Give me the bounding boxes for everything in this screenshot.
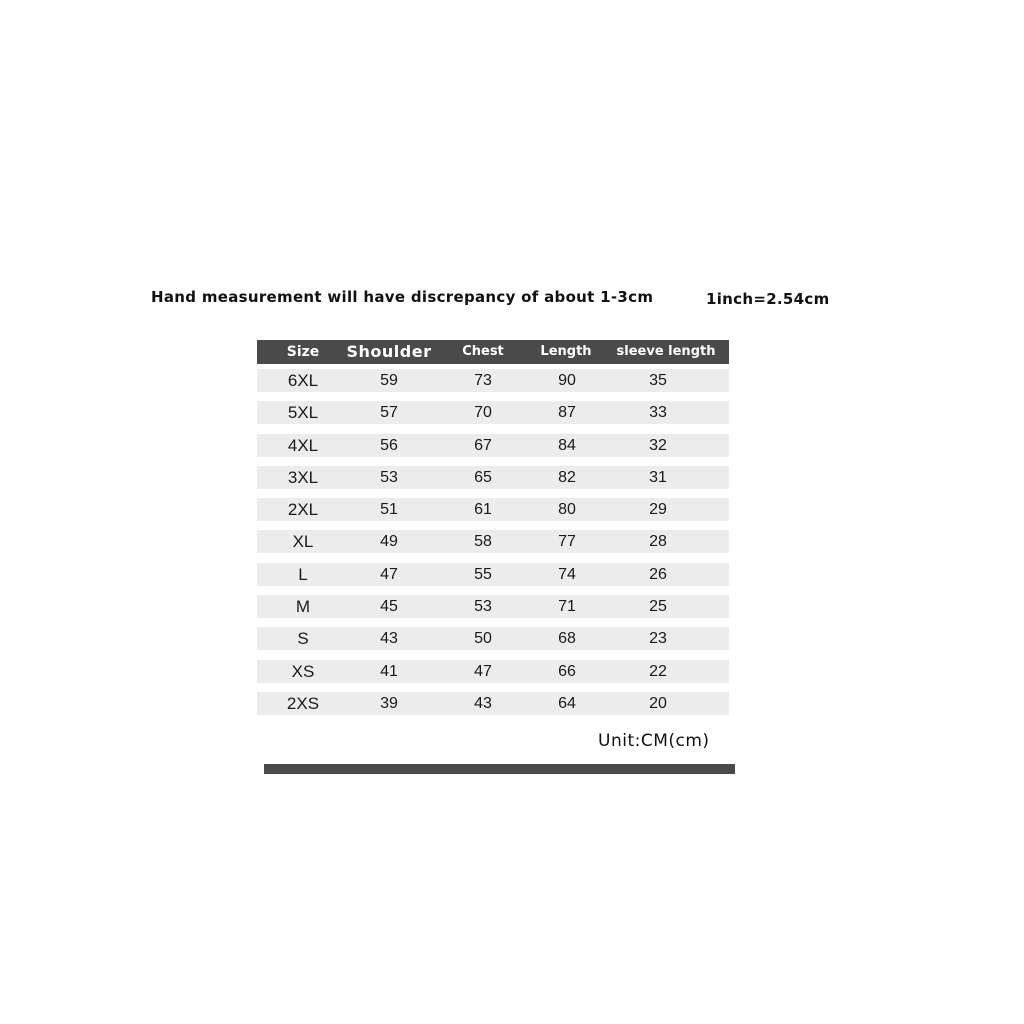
cell-shoulder: 53 <box>380 468 398 486</box>
cell-sleeve-length: 28 <box>649 533 667 551</box>
table-row <box>257 595 729 618</box>
cell-sleeve-length: 22 <box>649 662 667 680</box>
cell-chest: 61 <box>474 501 492 519</box>
cell-size: XS <box>291 661 315 681</box>
cell-shoulder: 39 <box>380 694 398 712</box>
cell-chest: 43 <box>474 694 492 712</box>
cell-chest: 67 <box>474 436 492 454</box>
cell-sleeve-length: 33 <box>649 404 667 422</box>
cell-length: 66 <box>558 662 576 680</box>
table-row <box>257 692 729 715</box>
cell-sleeve-length: 25 <box>649 598 667 616</box>
cell-size: M <box>295 597 311 617</box>
cell-chest: 65 <box>474 468 492 486</box>
cell-chest: 53 <box>474 598 492 616</box>
cell-length: 84 <box>558 436 576 454</box>
cell-size: 4XL <box>287 435 319 455</box>
cell-length: 71 <box>558 598 576 616</box>
cell-shoulder: 47 <box>380 565 398 583</box>
cell-shoulder: 45 <box>380 598 398 616</box>
table-row <box>257 530 729 553</box>
table-body <box>257 369 729 715</box>
cell-shoulder: 49 <box>380 533 398 551</box>
cell-sleeve-length: 32 <box>649 436 667 454</box>
cell-length: 87 <box>558 404 576 422</box>
cell-chest: 70 <box>474 404 492 422</box>
cell-size: 6XL <box>287 371 319 390</box>
table-header-row <box>257 340 729 364</box>
cell-length: 77 <box>558 533 576 551</box>
cell-sleeve-length: 31 <box>649 468 667 486</box>
cell-chest: 73 <box>474 372 492 389</box>
cell-size: 3XL <box>287 467 319 487</box>
header-sleeve-length: sleeve length <box>616 344 716 359</box>
cell-sleeve-length: 26 <box>649 565 667 583</box>
cell-length: 90 <box>558 372 576 389</box>
cell-sleeve-length: 23 <box>649 630 667 648</box>
table-row <box>257 563 729 586</box>
cell-size: 2XL <box>287 500 319 520</box>
unit-label: Unit:CM(cm) <box>598 731 710 751</box>
cell-length: 64 <box>558 694 576 712</box>
cell-sleeve-length: 35 <box>649 372 667 389</box>
header-length: Length <box>540 344 592 359</box>
cell-chest: 58 <box>474 533 492 551</box>
cell-shoulder: 43 <box>380 630 398 648</box>
cell-length: 80 <box>558 501 576 519</box>
bottom-divider-bar <box>264 764 735 774</box>
cell-length: 68 <box>558 630 576 648</box>
table-row <box>257 627 729 650</box>
header-size: Size <box>286 344 320 360</box>
cell-chest: 47 <box>474 662 492 680</box>
inch-conversion-note: 1inch=2.54cm <box>706 290 830 308</box>
cell-size: 5XL <box>287 403 319 423</box>
cell-sleeve-length: 20 <box>649 694 667 712</box>
cell-chest: 55 <box>474 565 492 583</box>
size-chart-table <box>257 340 729 724</box>
table-row <box>257 660 729 683</box>
header-chest: Chest <box>462 344 504 359</box>
cell-size: L <box>298 564 308 584</box>
cell-shoulder: 57 <box>380 404 398 422</box>
cell-chest: 50 <box>474 630 492 648</box>
header-shoulder: Shoulder <box>346 342 432 361</box>
table-row <box>257 466 729 489</box>
table-row <box>257 401 729 424</box>
cell-length: 82 <box>558 468 576 486</box>
cell-shoulder: 51 <box>380 501 398 519</box>
cell-size: XL <box>292 532 314 552</box>
cell-size: S <box>297 629 309 649</box>
cell-shoulder: 41 <box>380 662 398 680</box>
measurement-note: Hand measurement will have discrepancy of about 1-3cm <box>151 288 654 306</box>
cell-sleeve-length: 29 <box>649 501 667 519</box>
cell-shoulder: 59 <box>380 372 398 389</box>
cell-length: 74 <box>558 565 576 583</box>
cell-size: 2XS <box>286 693 320 713</box>
cell-shoulder: 56 <box>380 436 398 454</box>
table-row <box>257 434 729 457</box>
table-row <box>257 369 729 392</box>
table-row <box>257 498 729 521</box>
